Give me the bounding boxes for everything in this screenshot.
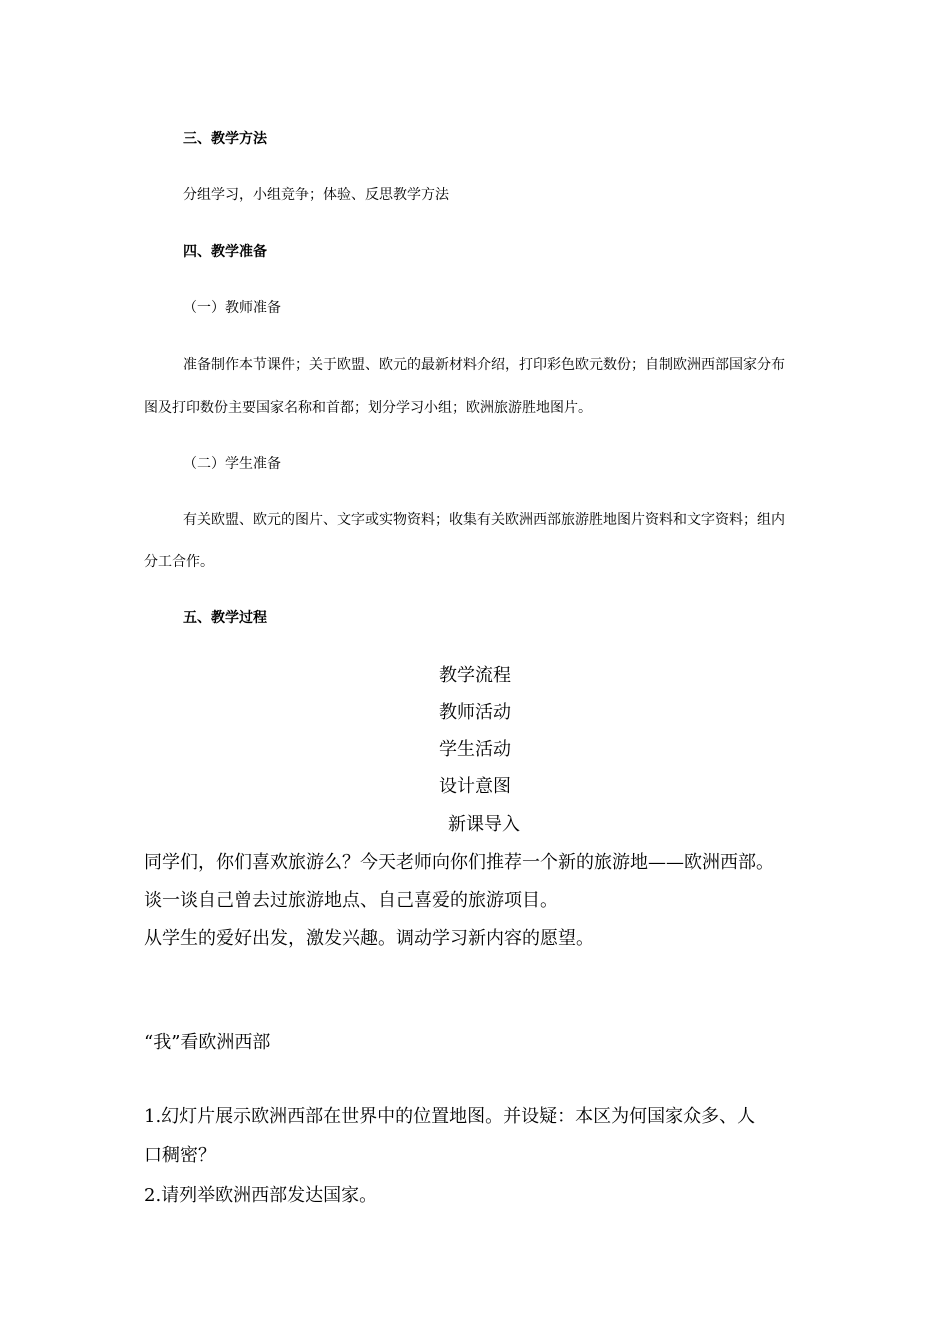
step2-item1-line2: 口稠密？ [144,1145,216,1166]
step1-student-activity: 谈一谈自己曾去过旅游地点、自己喜爱的旅游项目。 [144,890,558,911]
student-prep-heading: （二）学生准备 [183,456,281,472]
step2-title: “我”看欧洲西部 [144,1032,271,1053]
section-heading-process: 五、教学过程 [183,610,267,626]
teacher-prep-text-line1: 准备制作本节课件；关于欧盟、欧元的最新材料介绍，打印彩色欧元数份；自制欧洲西部国家分布 [183,357,785,373]
table-header-design-intent: 设计意图 [439,776,511,797]
step2-item1-line1: 1.幻灯片展示欧洲西部在世界中的位置地图。并设疑：本区为何国家众多、人 [144,1106,756,1127]
section-heading-methods: 三、教学方法 [183,131,267,147]
teacher-prep-heading: （一）教师准备 [183,300,281,316]
student-prep-text-line1: 有关欧盟、欧元的图片、文字或实物资料；收集有关欧洲西部旅游胜地图片资料和文字资料；组内 [183,512,785,528]
step2-item2: 2.请列举欧洲西部发达国家。 [144,1185,378,1206]
step1-design-intent: 从学生的爱好出发，激发兴趣。调动学习新内容的愿望。 [144,928,594,949]
methods-text: 分组学习，小组竞争；体验、反思教学方法 [183,187,449,203]
student-prep-text-line2: 分工合作。 [144,554,214,570]
section-heading-preparation: 四、教学准备 [183,244,267,260]
step1-teacher-activity: 同学们，你们喜欢旅游么？今天老师向你们推荐一个新的旅游地——欧洲西部。 [144,852,774,873]
table-header-teacher-activity: 教师活动 [439,702,511,723]
teacher-prep-text-line2: 图及打印数份主要国家名称和首都；划分学习小组；欧洲旅游胜地图片。 [144,400,592,416]
table-header-flow: 教学流程 [439,665,511,686]
table-header-student-activity: 学生活动 [439,739,511,760]
step1-title: 新课导入 [448,814,520,835]
